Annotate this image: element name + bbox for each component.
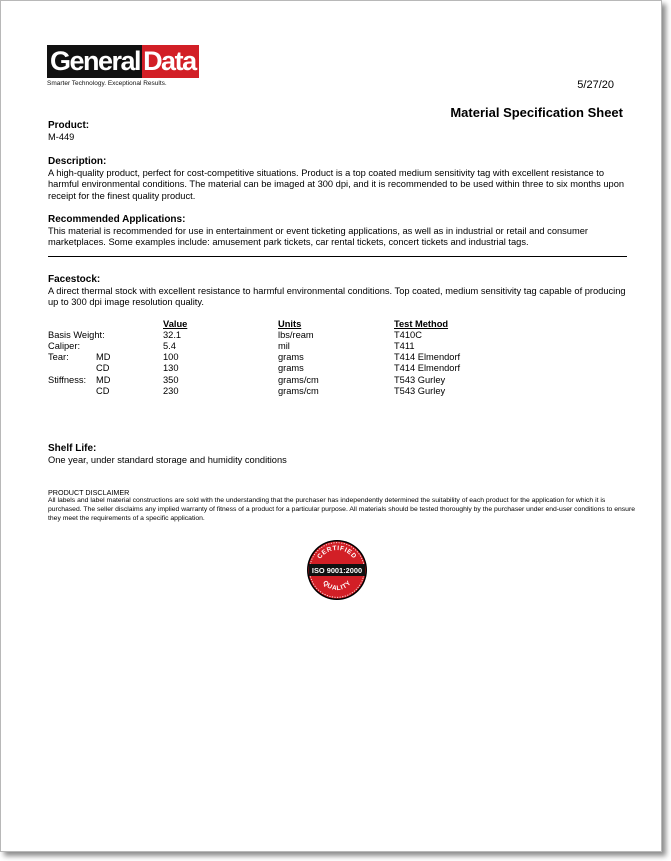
row-label: Tear:	[48, 352, 69, 362]
logo-tagline: Smarter Technology. Exceptional Results.	[47, 80, 167, 87]
row-sub: MD	[96, 375, 111, 385]
row-method: T543 Gurley	[394, 386, 446, 396]
facestock-heading: Facestock:	[48, 274, 101, 285]
row-units: grams	[278, 363, 304, 373]
row-method: T414 Elmendorf	[394, 352, 461, 362]
sheet-title: Material Specification Sheet	[450, 105, 623, 120]
col-header-method: Test Method	[394, 319, 449, 329]
seal-top-text: CERTIFIED	[316, 544, 358, 561]
document-date: 5/27/20	[577, 79, 614, 91]
description-heading: Description:	[48, 156, 107, 167]
seal-bottom-text: QUALITY	[321, 579, 353, 593]
row-label: Caliper:	[48, 341, 81, 351]
row-units: grams	[278, 352, 304, 362]
row-method: T410C	[394, 330, 422, 340]
seal-center-text: ISO 9001:2000	[311, 566, 363, 575]
row-value: 350	[163, 375, 179, 385]
row-units: lbs/ream	[278, 330, 314, 340]
row-method: T411	[394, 341, 415, 351]
row-value: 5.4	[163, 341, 176, 351]
section-divider	[48, 256, 627, 257]
row-value: 32.1	[163, 330, 182, 340]
row-method: T414 Elmendorf	[394, 363, 461, 373]
product-heading: Product:	[48, 120, 90, 131]
applications-text: This material is recommended for use in entertainment or event ticketing applications, as well as in industrial or retail and consumer marketplaces. Some examples include: amusement park tickets, car rental tickets, concert tickets and industrial tags.	[48, 226, 588, 248]
shelf-life-text: One year, under standard storage and humidity conditions	[48, 455, 287, 465]
row-method: T543 Gurley	[394, 375, 446, 385]
disclaimer-text: All labels and label material constructions are sold with the understanding that the purchaser has independently determined the suitability of each product for the application for which it is purchased. The seller disclaims any implied warranty of fitness of a product for a particular purpose. All materials should be tested thoroughly by the purchaser under end-user conditions to ensure they meet the requirements of a specific application.	[48, 497, 635, 522]
facestock-text: A direct thermal stock with excellent resistance to harmful environmental conditions. Top coated, medium sensitivity tag capable of producing up to 300 dpi image resolution quality.	[48, 286, 626, 308]
row-units: grams/cm	[278, 386, 319, 396]
logo-data-text: Data	[142, 45, 199, 78]
product-value: M-449	[48, 132, 75, 142]
iso-certified-seal-icon	[306, 539, 368, 606]
description-text: A high-quality product, perfect for cost-competitive situations. Product is a top coated medium sensitivity tag with excellent resistance to harmful environmental conditions. The material can be imaged at 300 dpi, and it is recommended to be used within three to six months upon receipt for the finest quality product.	[48, 168, 625, 201]
row-units: grams/cm	[278, 375, 319, 385]
col-header-value: Value	[163, 319, 188, 329]
row-value: 230	[163, 386, 179, 396]
row-label: Stiffness:	[48, 375, 87, 385]
row-value: 100	[163, 352, 179, 362]
logo-general-text: General	[47, 45, 142, 78]
row-sub: MD	[96, 352, 111, 362]
general-data-logo	[47, 45, 199, 87]
disclaimer-title: PRODUCT DISCLAIMER	[48, 488, 130, 497]
row-label: Basis Weight:	[48, 330, 105, 340]
shelf-life-heading: Shelf Life:	[48, 443, 97, 454]
row-units: mil	[278, 341, 290, 351]
row-value: 130	[163, 363, 179, 373]
row-sub: CD	[96, 386, 110, 396]
row-sub: CD	[96, 363, 110, 373]
applications-heading: Recommended Applications:	[48, 214, 186, 225]
col-header-units: Units	[278, 319, 302, 329]
